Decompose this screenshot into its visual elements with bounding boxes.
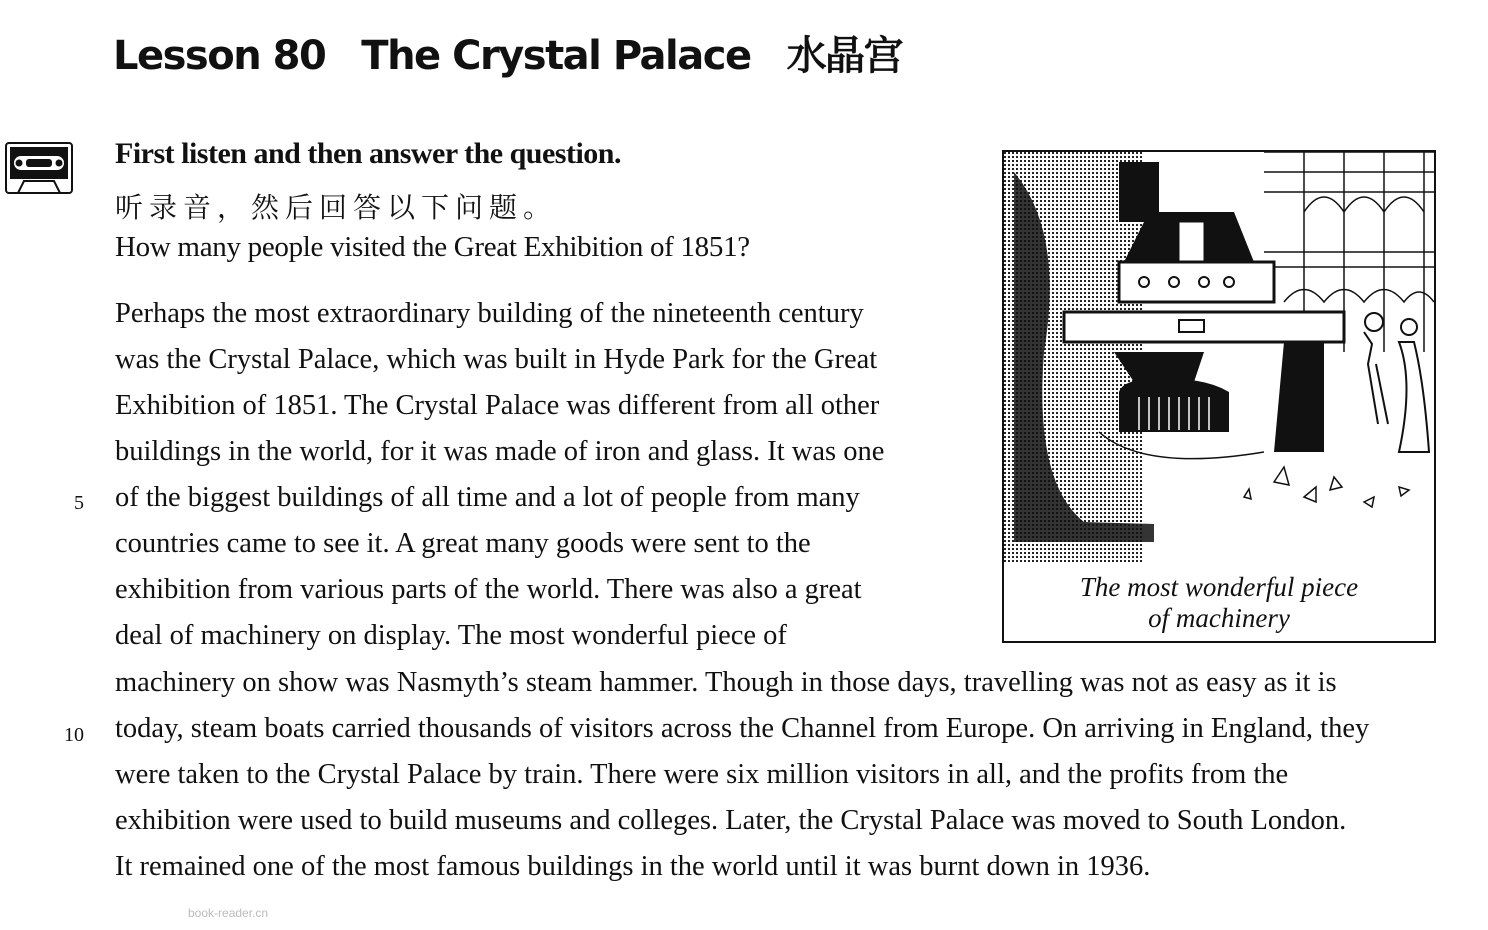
caption-line-2: of machinery [1148, 603, 1290, 633]
passage-line: machinery on show was Nasmyth’s steam hammer. Though in those days, travelling was not as easy as it is [115, 667, 1337, 698]
passage-line: exhibition were used to build museums and colleges. Later, the Crystal Palace was moved to South London. [115, 805, 1347, 836]
steam-hammer-illustration [1004, 152, 1434, 564]
passage-line: exhibition from various parts of the world. There was also a great [115, 574, 862, 605]
passage-line: today, steam boats carried thousands of visitors across the Channel from Europe. On arriving in England, they [115, 713, 1370, 744]
lesson-title-en: The Crystal Palace [361, 33, 751, 79]
instruction-cn: 听录音，然后回答以下问题。 [115, 191, 558, 224]
figure-caption [1004, 572, 1434, 634]
passage-line: were taken to the Crystal Palace by train. There were six million visitors in all, and the profits from the [115, 759, 1289, 790]
passage-line: Exhibition of 1851. The Crystal Palace was different from all other [115, 390, 880, 421]
lesson-number: Lesson 80 [113, 33, 326, 79]
passage-line: buildings in the world, for it was made of iron and glass. It was one [115, 436, 885, 467]
line-number-10: 10 [64, 724, 84, 746]
passage-line: of the biggest buildings of all time and a lot of people from many [115, 482, 860, 513]
cassette-tape-icon [4, 140, 74, 196]
instruction-en: First listen and then answer the question. [115, 137, 621, 170]
illustration-figure [1002, 150, 1436, 643]
watermark: book-reader.cn [188, 906, 269, 920]
lesson-title [113, 24, 902, 81]
passage-line: was the Crystal Palace, which was built in Hyde Park for the Great [115, 344, 878, 375]
passage-line: countries came to see it. A great many goods were sent to the [115, 528, 811, 559]
lesson-title-cn: 水晶宫 [786, 33, 903, 79]
line-number-5: 5 [74, 492, 84, 514]
passage-line: Perhaps the most extraordinary building of the nineteenth century [115, 298, 864, 329]
caption-line-1: The most wonderful piece [1079, 572, 1359, 602]
comprehension-question: How many people visited the Great Exhibition of 1851? [115, 231, 750, 263]
passage-line: deal of machinery on display. The most wonderful piece of [115, 620, 787, 651]
passage-line: It remained one of the most famous buildings in the world until it was burnt down in 1936. [115, 851, 1151, 882]
